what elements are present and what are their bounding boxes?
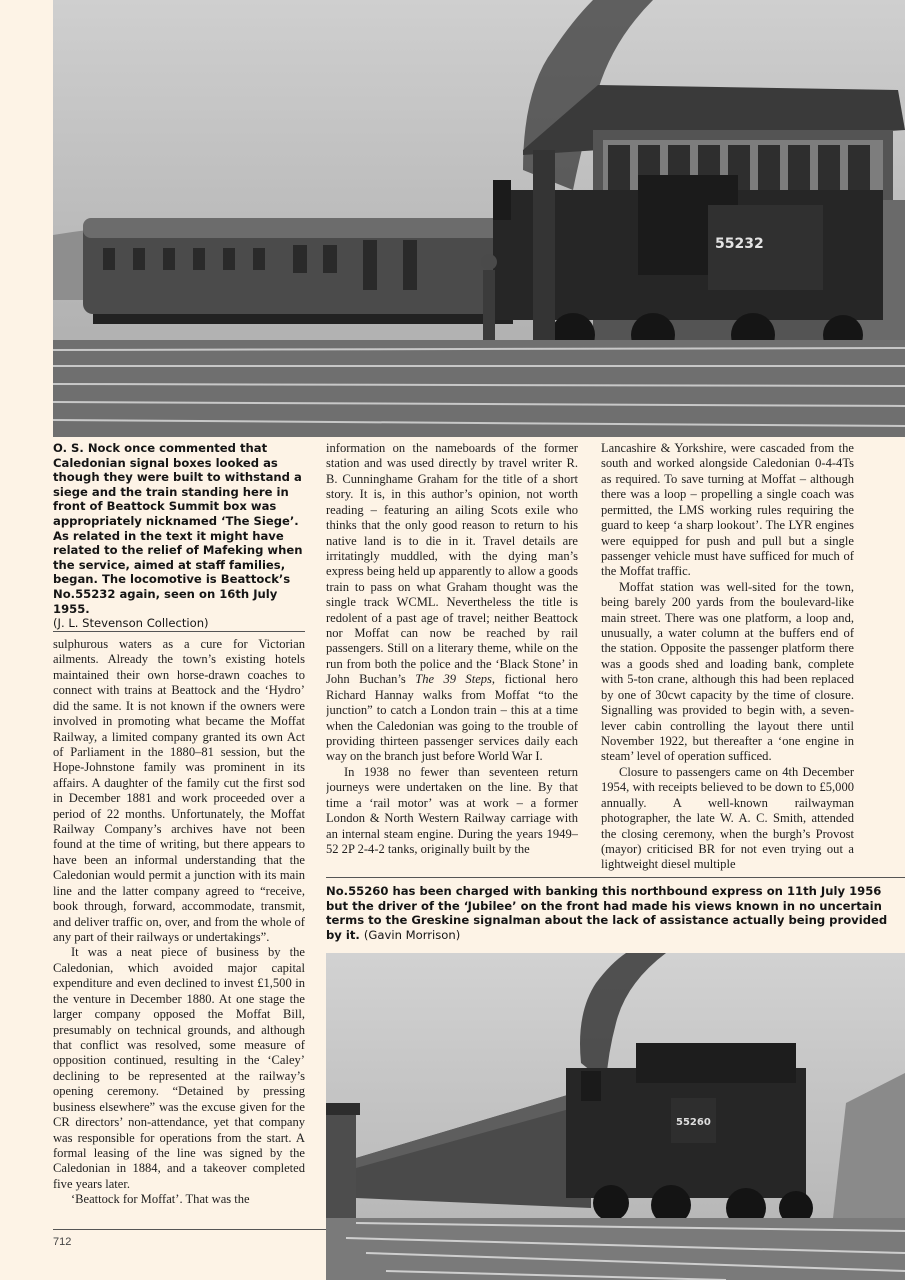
text-column-left — [53, 637, 305, 1227]
loco-number-55232: 55232 — [715, 236, 764, 252]
caption-top-credit: (J. L. Stevenson Collection) — [53, 616, 209, 631]
footer-rule — [53, 1229, 326, 1230]
loco-number-55260: 55260 — [676, 1117, 711, 1128]
caption-top-photo — [53, 441, 315, 631]
text-column-middle — [326, 441, 578, 877]
book-title: The 39 Steps — [415, 672, 492, 687]
paragraph: Moffat station was well-sited for the town, being barely 200 yards from the boulevard-like main street. There was one platform, a loop and, unusually, a water column at the buffers end of the station. Opposite the passenger platform there was a goods shed and loading bank, complete with 5-ton crane, although this had been replaced by one of 30cwt capacity by the time of closure. Signalling was provided to begin with, a seven-lever cabin controlling the layout there until November 1922, but thereafter a ‘one engine in steam’ level of operation sufficed. — [601, 579, 854, 764]
caption-top-text: O. S. Nock once commented that Caledonian signal boxes looked as though they were built to withstand a siege and the train standing here in front of Beattock Summit box was appropriately nicknamed ‘The Siege’. As related in the text it might have related to the relief of Mafeking when the service, aimed at staff families, began. The locomotive is Beattock’s No.55232 again, seen on 16th July 1955. — [53, 441, 303, 616]
paragraph — [326, 441, 578, 765]
paragraph-part: information on the nameboards of the former station and was used directly by travel writer R. B. Cunninghame Graham for the title of a short story. It is, in this author’s opinion, not worth reading – featuring an ailing Scots exile who thinks that the only good reason to return to his native land is to die in it. Travel details are irritatingly muddled, with the dying man’s express being held up apparently to allow a goods train to pass on what Graham thought was the single track WCML. Nevertheless the title is redolent of a past age of travel; neither Beattock nor Moffat can now be reached by rail passengers. Still on a literary theme, while on the run from both the police and the ‘Black Stone’ in John Buchan’s — [326, 441, 578, 687]
paragraph: Lancashire & Yorkshire, were cascaded from the south and worked alongside Caledonian 0-4-4Ts as required. To save turning at Moffat – although there was a loop – propelling a single coach was permitted, the LMS working rules requiring the guard to keep ‘a sharp lookout’. The LYR engines were equipped for push and pull but a single passenger vehicle must have sufficed for much of the Moffat traffic. — [601, 441, 854, 579]
page-number: 712 — [53, 1236, 72, 1248]
caption-bottom-credit: (Gavin Morrison) — [363, 927, 461, 942]
paragraph: sulphurous waters as a cure for Victorian ailments. Already the town’s existing hotels maintained their own horse-drawn coaches to connect with trains at Beattock and the ‘Hydro’ did the same. It is not known if the owners were involved in promoting what became the Moffat Railway, a limited company granted its own Act of Parliament in the 1880–81 session, but the Hope-Johnstone family was prominent in its affairs. A daughter of the family cut the first sod in December 1881 and work proceeded over a period of 22 months. Unfortunately, the Moffat Railway Company’s archives have not been found at the time of writing, but there appears to have been an informal understanding that the Caledonian would permit a junction with its main line and the latter company agreed to “receive, book through, forward, accommodate, transmit, and deliver traffic on, over, and from the whole of any part of their railways or undertakings”. — [53, 637, 305, 945]
photo-banking-engine-55260 — [326, 953, 905, 1280]
caption-bottom-photo — [326, 884, 896, 942]
paragraph-part: , fictional hero Richard Hannay walks from Moffat “to the junction” to catch a London train – this at a time when the Caledonian was going to the trouble of providing thirteen passenger services daily each way on the branch just before World War I. — [326, 672, 578, 764]
paragraph: Closure to passengers came on 4th December 1954, with receipts believed to be down to £5,000 annually. A well-known railwayman photographer, the late W. A. C. Smith, attended the closing ceremony, when the burgh’s Provost (mayor) criticised BR for not even trying out a lightweight diesel multiple — [601, 764, 854, 872]
caption-divider — [53, 631, 305, 632]
photo-signal-box-55232 — [53, 0, 905, 437]
paragraph: In 1938 no fewer than seventeen return journeys were undertaken on the line. By that time a ‘rail motor’ was at work – a former London & North Western Railway carriage with an internal steam engine. During the years 1949–52 2P 2-4-2 tanks, originally built by the — [326, 764, 578, 856]
paragraph: ‘Beattock for Moffat’. That was the — [71, 1192, 250, 1207]
caption-divider — [326, 877, 905, 878]
caption-bottom-text: No.55260 has been charged with banking this northbound express on 11th July 1956 but the driver of the ‘Jubilee’ on the front had made his views known in no uncertain terms to the Greskine signalman about the lack of assistance actually being provided by it. — [326, 884, 888, 942]
paragraph: It was a neat piece of business by the Caledonian, which avoided major capital expenditure and even declined to invest £1,500 in the venture in December 1880. At one stage the larger company opposed the Moffat Bill, presumably on technical grounds, and although that conflict was resolved, some measure of opposition continued, resulting in the ‘Caley’ declining to be represented at the railway’s opening ceremony. “Detained by pressing business elsewhere” was the excuse given for the CR directors’ non-attendance, yet that company was responsible for operations from the start. A formal leasing of the line was signed by the Caledonian in 1884, and a takeover completed five years later. — [53, 945, 305, 1191]
text-column-right — [601, 441, 854, 877]
